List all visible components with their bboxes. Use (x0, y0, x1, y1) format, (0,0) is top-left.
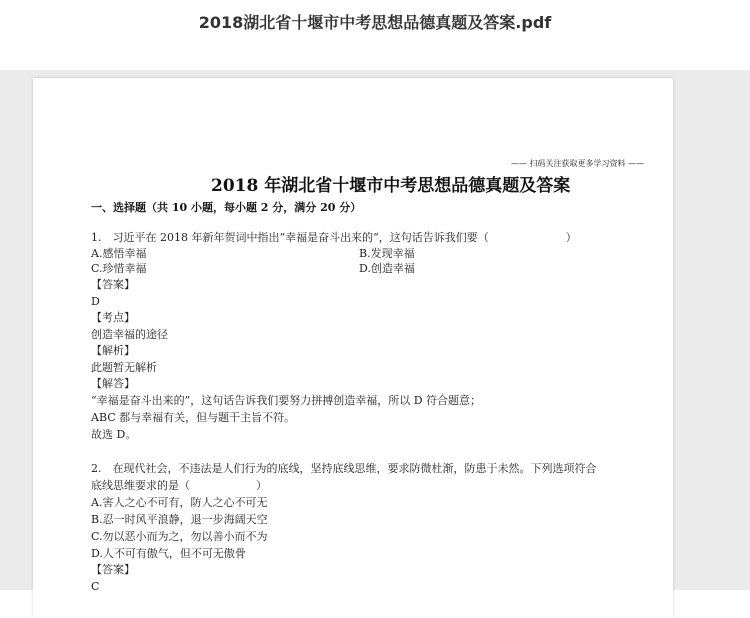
q1-solution-line-3: 故选 D。 (91, 428, 137, 441)
q1-option-a: A.感悟幸福 (91, 247, 147, 260)
q2-answer-label: 【答案】 (91, 563, 135, 576)
q1-option-c: C.珍惜幸福 (91, 262, 147, 275)
q2-option-a: A.害人之心不可有，防人之心不可无 (91, 496, 268, 509)
q1-point: 创造幸福的途径 (91, 328, 168, 341)
document-title: 2018湖北省十堰市中考思想品德真题及答案.pdf (198, 13, 552, 32)
section-heading: 一、选择题（共 10 小题，每小题 2 分，满分 20 分） (91, 201, 362, 214)
q1-point-label: 【考点】 (91, 311, 135, 324)
q1-answer-label: 【答案】 (91, 278, 135, 291)
pdf-page (33, 78, 673, 618)
q2-stem-line-1: 2. 在现代社会，不违法是人们行为的底线，坚持底线思维，要求防微杜渐，防患于未然。下列选项符合 (91, 462, 597, 475)
q1-analysis: 此题暂无解析 (91, 361, 157, 374)
title-bar (0, 0, 750, 70)
q1-option-d: D.创造幸福 (359, 262, 415, 275)
q1-solution-line-1: “幸福是奋斗出来的”，这句话告诉我们要努力拼搏创造幸福，所以 D 符合题意； (91, 394, 482, 407)
q2-stem-line-2: 底线思维要求的是（ ） (91, 479, 267, 492)
q2-option-b: B.忍一时风平浪静，退一步海阔天空 (91, 513, 268, 526)
scan-note: —— 扫码关注获取更多学习资料 —— (511, 159, 645, 168)
q1-solution-label: 【解答】 (91, 377, 135, 390)
q1-solution-line-2: ABC 都与幸福有关，但与题干主旨不符。 (91, 411, 296, 424)
q1-stem: 1. 习近平在 2018 年新年贺词中指出“幸福是奋斗出来的”，这句话告诉我们要（ ） (91, 231, 577, 244)
pdf-viewer[interactable] (0, 70, 750, 593)
q2-answer: C (91, 580, 100, 593)
q2-option-c: C.勿以恶小而为之，勿以善小而不为 (91, 530, 268, 543)
paper-title: 2018 年湖北省十堰市中考思想品德真题及答案 (211, 176, 571, 196)
q1-option-b: B.发现幸福 (359, 247, 415, 260)
q2-option-d: D.人不可有傲气，但不可无傲骨 (91, 547, 246, 560)
q1-analysis-label: 【解析】 (91, 344, 135, 357)
q1-answer: D (91, 295, 100, 308)
